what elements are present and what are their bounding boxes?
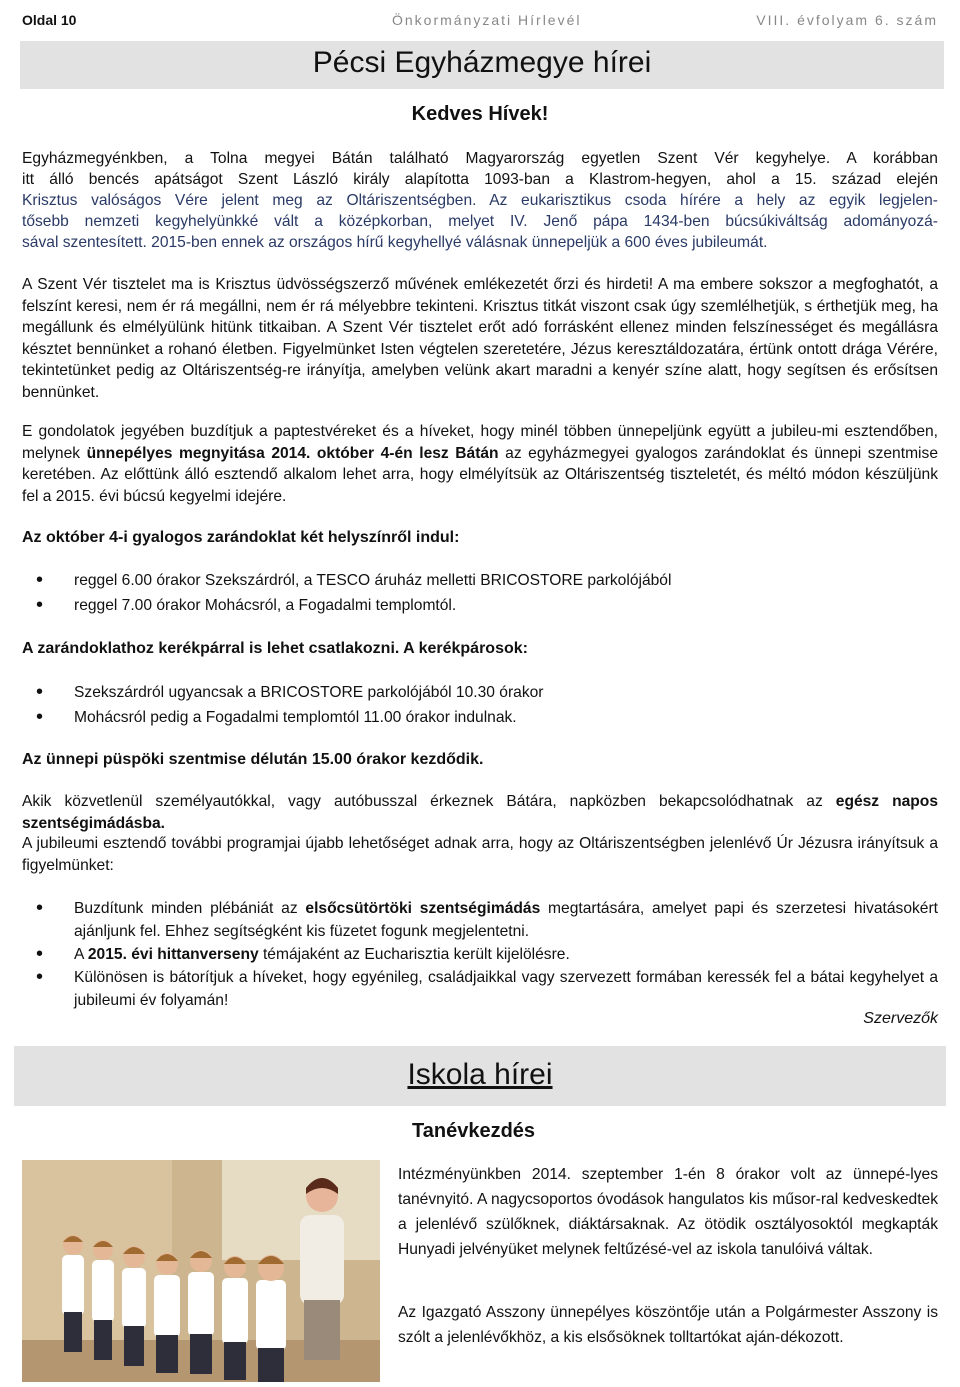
greeting: Kedves Hívek! — [411, 103, 549, 125]
list-item: • Szekszárdról ugyancsak a BRICOSTORE parkolójából 10.30 órakor — [22, 680, 938, 705]
paragraph-jubilee — [22, 421, 938, 507]
item-text-bold: 2015. évi hittanverseny — [87, 946, 259, 963]
p4-text-a: Akik közvetlenül személyautókkal, vagy autóbusszal érkeznek Bátára, napközben bekapcsolódhatnak az — [22, 793, 836, 810]
p1-line-3: Krisztus valóságos Vére jelent meg az Oltáriszentségben. Az eukarisztikus csoda hírére a hely az egyik legjelen- — [22, 192, 938, 209]
p1-line-2: itt álló bencés apátságot Szent László király alapította 1093-ban a Klastrom-hegyen, ahol a 15. század elején — [22, 171, 938, 188]
school-paragraph-1: Intézményünkben 2014. szeptember 1-én 8 órakor volt az ünnepé-lyes tanévnyitó. A nagycsoportos óvodások hangulatos kis műsor-ral kedveskedtek a jelenlévő szülőknek, diáktársaknak. Az ötödik osztályosoktól megkapták Hunyadi jelvényüket melynek feltűzésé-vel az iskola tanulóivá váltak. — [398, 1166, 938, 1258]
page-header — [22, 8, 940, 36]
list-item: • reggel 7.00 órakor Mohácsról, a Fogadalmi templomtól. — [22, 593, 938, 618]
signature: Szervezők — [863, 1010, 938, 1027]
heading-bike: A zarándoklathoz kerékpárral is lehet csatlakozni. A kerékpárosok: — [22, 640, 528, 657]
item-text: Buzdítunk minden plébániát az — [74, 900, 306, 917]
p3-text-c: az egyházmegyei gyalogos zarándoklat és ünnepi szentmise keretében. Az előttünk álló esztendő alkalom lehet arra, hogy elmélyítsük az Oltáriszentség tiszteletét, és méltó módon készüljünk fel a 2015. évi búcsú kegyelmi idejére. — [22, 444, 938, 505]
p3-text-a: E gondolatok jegyében buzdítjuk a paptestvéreket és a híveket, hogy minél többen ünnepeljünk együtt a jubileu-mi esztendőben, melynek — [22, 423, 938, 462]
paragraph-programs: A jubileumi esztendő további programjai újabb lehetőséget adnak arra, hogy az Oltáriszentségben jelenlévő Úr Jézusra irányítsuk a figyelmünket: — [22, 835, 938, 874]
list-item: • reggel 6.00 órakor Szekszárdról, a TESCO áruház melletti BRICOSTORE parkolójából — [22, 568, 938, 593]
list-item — [22, 943, 938, 966]
volume-info: VIII. évfolyam 6. szám — [756, 12, 938, 28]
heading-pilgrimage: Az október 4-i gyalogos zarándoklat két helyszínről indul: — [22, 529, 460, 546]
publication-name: Önkormányzati Hírlevél — [392, 12, 582, 28]
p4-text-bold: egész napos szentségimádásba. — [22, 793, 939, 832]
section-title-church: Pécsi Egyházmegye hírei — [312, 46, 652, 79]
paragraph-adoration — [22, 791, 938, 835]
item-text: témájaként az Eucharisztia került kijelölésre. — [258, 946, 570, 963]
school-event-photo — [22, 1160, 380, 1382]
section-banner-school — [14, 1046, 946, 1106]
paragraph-holy-blood: A Szent Vér tisztelet ma is Krisztus üdvösségszerző művének emlékezetét őrzi és hirdeti! A ma embere sokszor a megfoghatót, a felszínt keresi, nem ér rá megállni, nem ér rá mélyebbre tekinteni. Krisztus titkát viszont csak úgy szemlélhetjük, s érthetjük meg, ha megállunk és elmélyülünk hitünk titkaiban. A Szent Vér tisztelet erőt adó forrásként ellenez minden felszínességet és megállásra késztet bennünket a rohanó életben. Figyelmünket Isten végtelen szeretetére, Jézus keresztáldozatára, értünk ontott drága Vérére, tekintetünket pedig az Oltáriszentség-re irányítja, amelyben velünk akart maradni a kenyér színe alatt, hogy segítsen és erősítsen bennünket. — [22, 276, 938, 401]
article-title: Tanévkezdés — [412, 1120, 536, 1142]
item-text-bold: elsőcsütörtöki szentségimádás — [305, 900, 541, 917]
p1-line-5: sával szentesített. 2015-ben ennek az országos hírű kegyhellyé válásnak ünnepeljük a 600 éves jubileumát. — [22, 234, 768, 251]
list-item — [22, 966, 938, 1012]
school-paragraph-2: Az Igazgató Asszony ünnepélyes köszöntője után a Polgármester Asszony is szólt a jelenlévőkhöz, a kis elsősöknek tolltartókat aján-dékozott. — [398, 1304, 938, 1346]
section-banner-church — [20, 41, 944, 89]
item-text: megtartására, amelyet papi és szerzetesi hivatásokért ajánljunk fel. Ehhez segítségként kis füzetet fogunk megjelentetni. — [74, 900, 938, 940]
list-programs — [22, 897, 938, 1012]
p1-line-4: tősebb nemzeti kegyhelyünkké vált a középkorban, melyet IV. Jenő pápa 1434-ben búcsúkiváltság adományozá- — [22, 213, 938, 230]
list-item: • Mohácsról pedig a Fogadalmi templomtól 11.00 órakor indulnak. — [22, 705, 938, 730]
heading-mass: Az ünnepi püspöki szentmise délután 15.00 órakor kezdődik. — [22, 751, 484, 768]
paragraph-history — [22, 148, 938, 253]
p3-text-bold: ünnepélyes megnyitása 2014. október 4-én lesz Bátán — [86, 444, 499, 462]
item-text: A — [74, 946, 88, 963]
list-item — [22, 897, 938, 943]
list-pilgrimage — [22, 568, 938, 618]
item-text: Különösen is bátorítjuk a híveket, hogy egyénileg, családjaikkal vagy szervezett formában keressék fel a bátai kegyhelyet a jubileumi év folyamán! — [74, 969, 938, 1009]
photo-illustration — [22, 1160, 380, 1382]
section-title-school: Iskola hírei — [407, 1058, 553, 1091]
list-bike — [22, 680, 938, 730]
page-number: Oldal 10 — [22, 12, 77, 28]
p1-line-1: Egyházmegyénkben, a Tolna megyei Bátán található Magyarország egyetlen Szent Vér kegyhelye. A korábban — [22, 150, 938, 167]
